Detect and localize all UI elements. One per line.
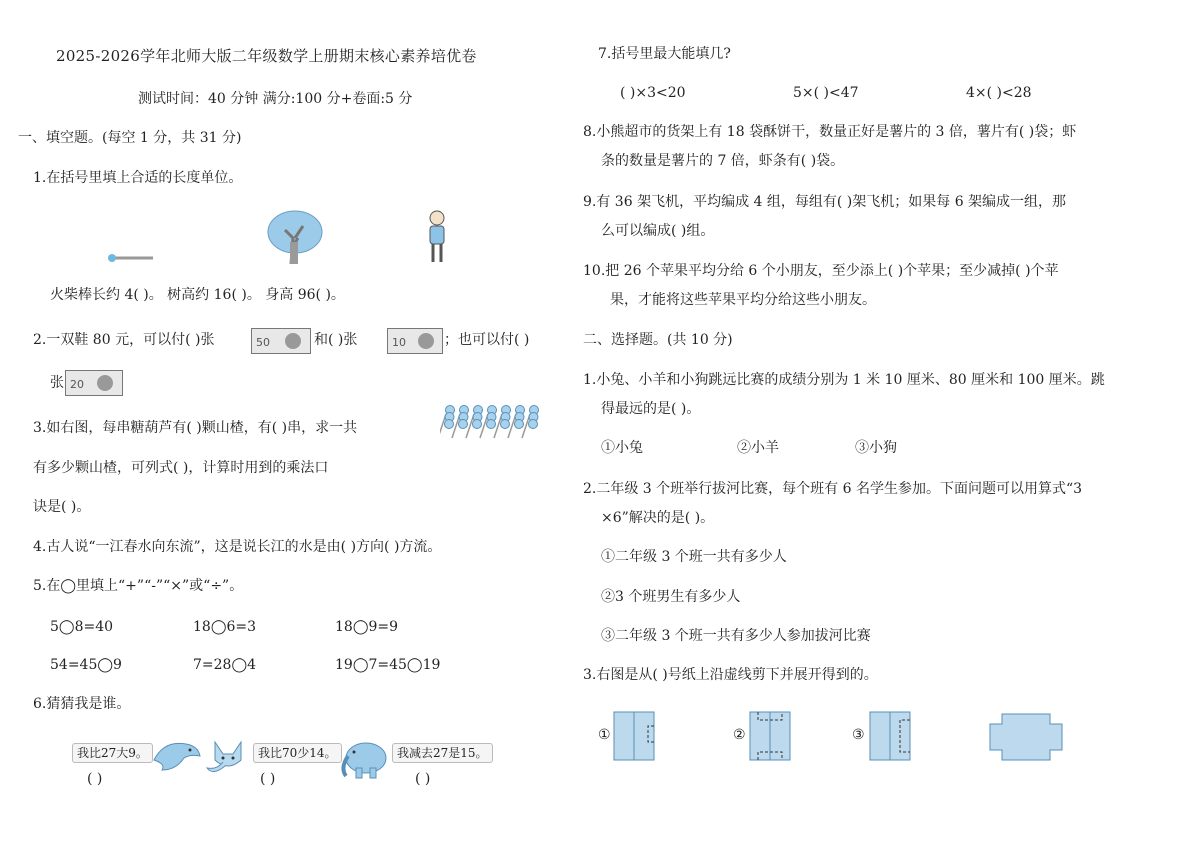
c3-text: 3.右图是从( )号纸上沿虚线剪下并展开得到的。	[583, 667, 878, 683]
q7-text: 7.括号里最大能填几?	[598, 46, 731, 62]
c3-label: ②	[733, 727, 746, 743]
q8-line1: 8.小熊超市的货架上有 18 袋酥饼干，数量正好是薯片的 3 倍，薯片有( )袋；虾	[583, 124, 1077, 140]
exam-meta: 测试时间：40 分钟 满分:100 分+卷面:5 分	[138, 91, 413, 107]
haw-berry	[459, 420, 468, 429]
q6-text: 6.猜猜我是谁。	[33, 696, 131, 712]
c3-label: ③	[852, 727, 865, 743]
c2-option: ③二年级 3 个班一共有多少人参加拔河比赛	[601, 628, 871, 644]
unfolded-paper-result	[988, 712, 1064, 762]
q7-item: 4×( )<28	[966, 85, 1032, 101]
q5-item: 19◯7=45◯19	[335, 657, 441, 673]
elephant-image	[338, 738, 390, 780]
section2-heading: 二、选择题。(共 10 分)	[583, 332, 733, 348]
q5-item: 5◯8=40	[50, 619, 114, 635]
page-title: 2025-2026学年北师大版二年级数学上册期末核心素养培优卷	[56, 47, 477, 65]
q10-line2: 果，才能将这些苹果平均分给这些小朋友。	[610, 292, 876, 308]
q5-item: 18◯9=9	[335, 619, 399, 635]
banknote-10-image	[387, 328, 443, 354]
q6-blank: ( )	[260, 771, 276, 787]
speech-bubble: 我减去27是15。	[392, 743, 493, 763]
folded-paper-3	[868, 710, 912, 762]
q7-item: 5×( )<47	[793, 85, 859, 101]
q2-line2: 张	[50, 375, 64, 391]
c3-label: ①	[598, 727, 611, 743]
q3-line2: 有多少颗山楂，可列式( )，计算时用到的乘法口	[33, 460, 329, 476]
q2-line1b: 和( )张	[314, 332, 358, 348]
c1-line1: 1.小兔、小羊和小狗跳远比赛的成绩分别为 1 米 10 厘米、80 厘米和 100 厘米。跳	[583, 372, 1105, 388]
candied-haws-image	[440, 404, 546, 440]
tree-image	[265, 208, 325, 266]
svg-text:50: 50	[256, 336, 270, 349]
haw-berry	[473, 420, 482, 429]
q3-line1: 3.如右图，每串糖葫芦有( )颗山楂，有( )串，求一共	[33, 420, 358, 436]
folded-paper-2	[748, 710, 792, 762]
banknote-20-image	[65, 370, 123, 396]
c2-option: ②3 个班男生有多少人	[601, 589, 741, 605]
c2-option: ①二年级 3 个班一共有多少人	[601, 549, 787, 565]
svg-text:20: 20	[70, 378, 84, 391]
c1-option: ③小狗	[855, 440, 897, 456]
haw-berry	[515, 420, 524, 429]
q9-line1: 9.有 36 架飞机，平均编成 4 组，每组有( )架飞机；如果每 6 架编成一组，那	[583, 194, 1067, 210]
haw-berry	[445, 420, 454, 429]
q9-line2: 么可以编成( )组。	[601, 223, 715, 239]
c2-line2: ×6”解决的是( )。	[601, 510, 715, 526]
q5-item: 7=28◯4	[193, 657, 257, 673]
q5-text: 5.在◯里填上“+”“-”“×”或“÷”。	[33, 578, 244, 594]
q4-text: 4.古人说“一江春水向东流”，这是说长江的水是由( )方向( )方流。	[33, 539, 442, 555]
c1-option: ②小羊	[737, 440, 779, 456]
dolphin-image	[150, 736, 202, 776]
haw-berry	[487, 420, 496, 429]
q5-item: 18◯6=3	[193, 619, 257, 635]
folded-paper-1	[612, 710, 656, 762]
haw-berry	[501, 420, 510, 429]
c1-option: ①小兔	[601, 440, 643, 456]
svg-text:10: 10	[392, 336, 406, 349]
c2-line1: 2.二年级 3 个班举行拔河比赛，每个班有 6 名学生参加。下面问题可以用算式“3	[583, 481, 1083, 497]
q10-line1: 10.把 26 个苹果平均分给 6 个小朋友，至少添上( )个苹果；至少减掉( )个苹	[583, 263, 1059, 279]
haw-berry	[529, 420, 538, 429]
banknote-50-image	[251, 328, 311, 354]
q5-item: 54=45◯9	[50, 657, 122, 673]
q6-blank: ( )	[87, 771, 103, 787]
q3-line3: 诀是( )。	[33, 499, 91, 515]
speech-bubble: 我比70少14。	[253, 743, 342, 763]
q7-item: ( )×3<20	[620, 85, 686, 101]
matchstick-image	[105, 252, 155, 264]
section1-heading: 一、填空题。(每空 1 分，共 31 分)	[18, 130, 242, 146]
q1-text: 1.在括号里填上合适的长度单位。	[33, 170, 243, 186]
q1-answers: 火柴棒长约 4( )。 树高约 16( )。 身高 96( )。	[50, 287, 345, 303]
speech-bubble: 我比27大9。	[72, 743, 153, 763]
c1-line2: 得最远的是( )。	[601, 401, 701, 417]
child-image	[424, 208, 450, 266]
q8-line2: 条的数量是薯片的 7 倍，虾条有( )袋。	[601, 153, 845, 169]
q2-line1a: 2.一双鞋 80 元，可以付( )张	[33, 332, 215, 348]
q6-blank: ( )	[415, 771, 431, 787]
q2-line1c: ；也可以付( )	[444, 332, 530, 348]
fox-image	[205, 738, 251, 778]
